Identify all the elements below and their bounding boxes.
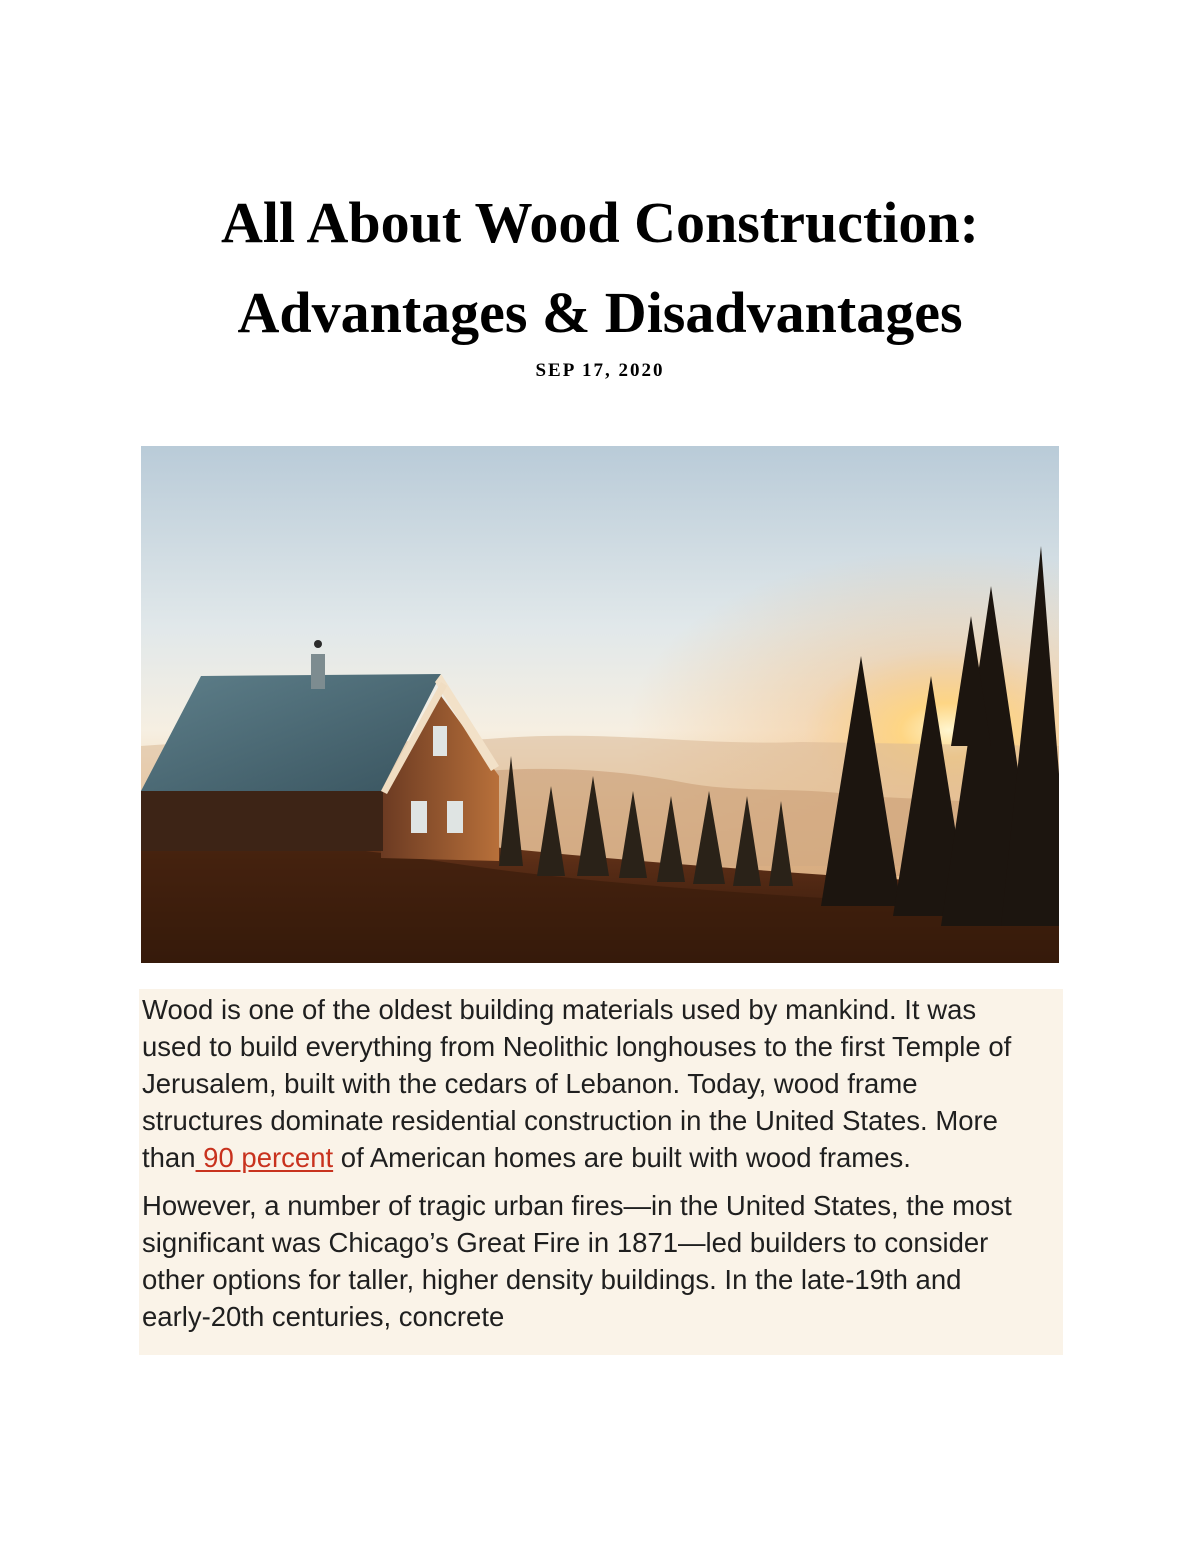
article-title [100, 178, 1100, 358]
article-paragraph-2: However, a number of tragic urban fires—in the United States, the most significant was Chicago’s Great Fire in 1871—led builders to consider other options for taller, higher density buildings. In the late-19th and early-20th centuries, concrete [142, 1190, 1012, 1332]
article-title-line-1: All About Wood Construction: [221, 190, 979, 255]
article-body [139, 989, 1063, 1355]
paragraph-1-text-end: of American homes are built with wood frames. [333, 1142, 911, 1173]
cabin-sunset-photo [141, 446, 1059, 963]
paragraph-1-text: Wood is one of the oldest building materials used by mankind. It was used to build everything from Neolithic longhouses to the first Temple of Jerusalem, built with the cedars of Lebanon. Today, wood frame structures dominate residential construction in the United States. More than [142, 994, 1012, 1173]
ninety-percent-link[interactable]: 90 percent [195, 1142, 334, 1173]
article-title-line-2: Advantages & Disadvantages [237, 280, 963, 345]
article-paragraph-1 [139, 989, 1032, 1176]
publish-date: SEP 17, 2020 [535, 360, 665, 381]
